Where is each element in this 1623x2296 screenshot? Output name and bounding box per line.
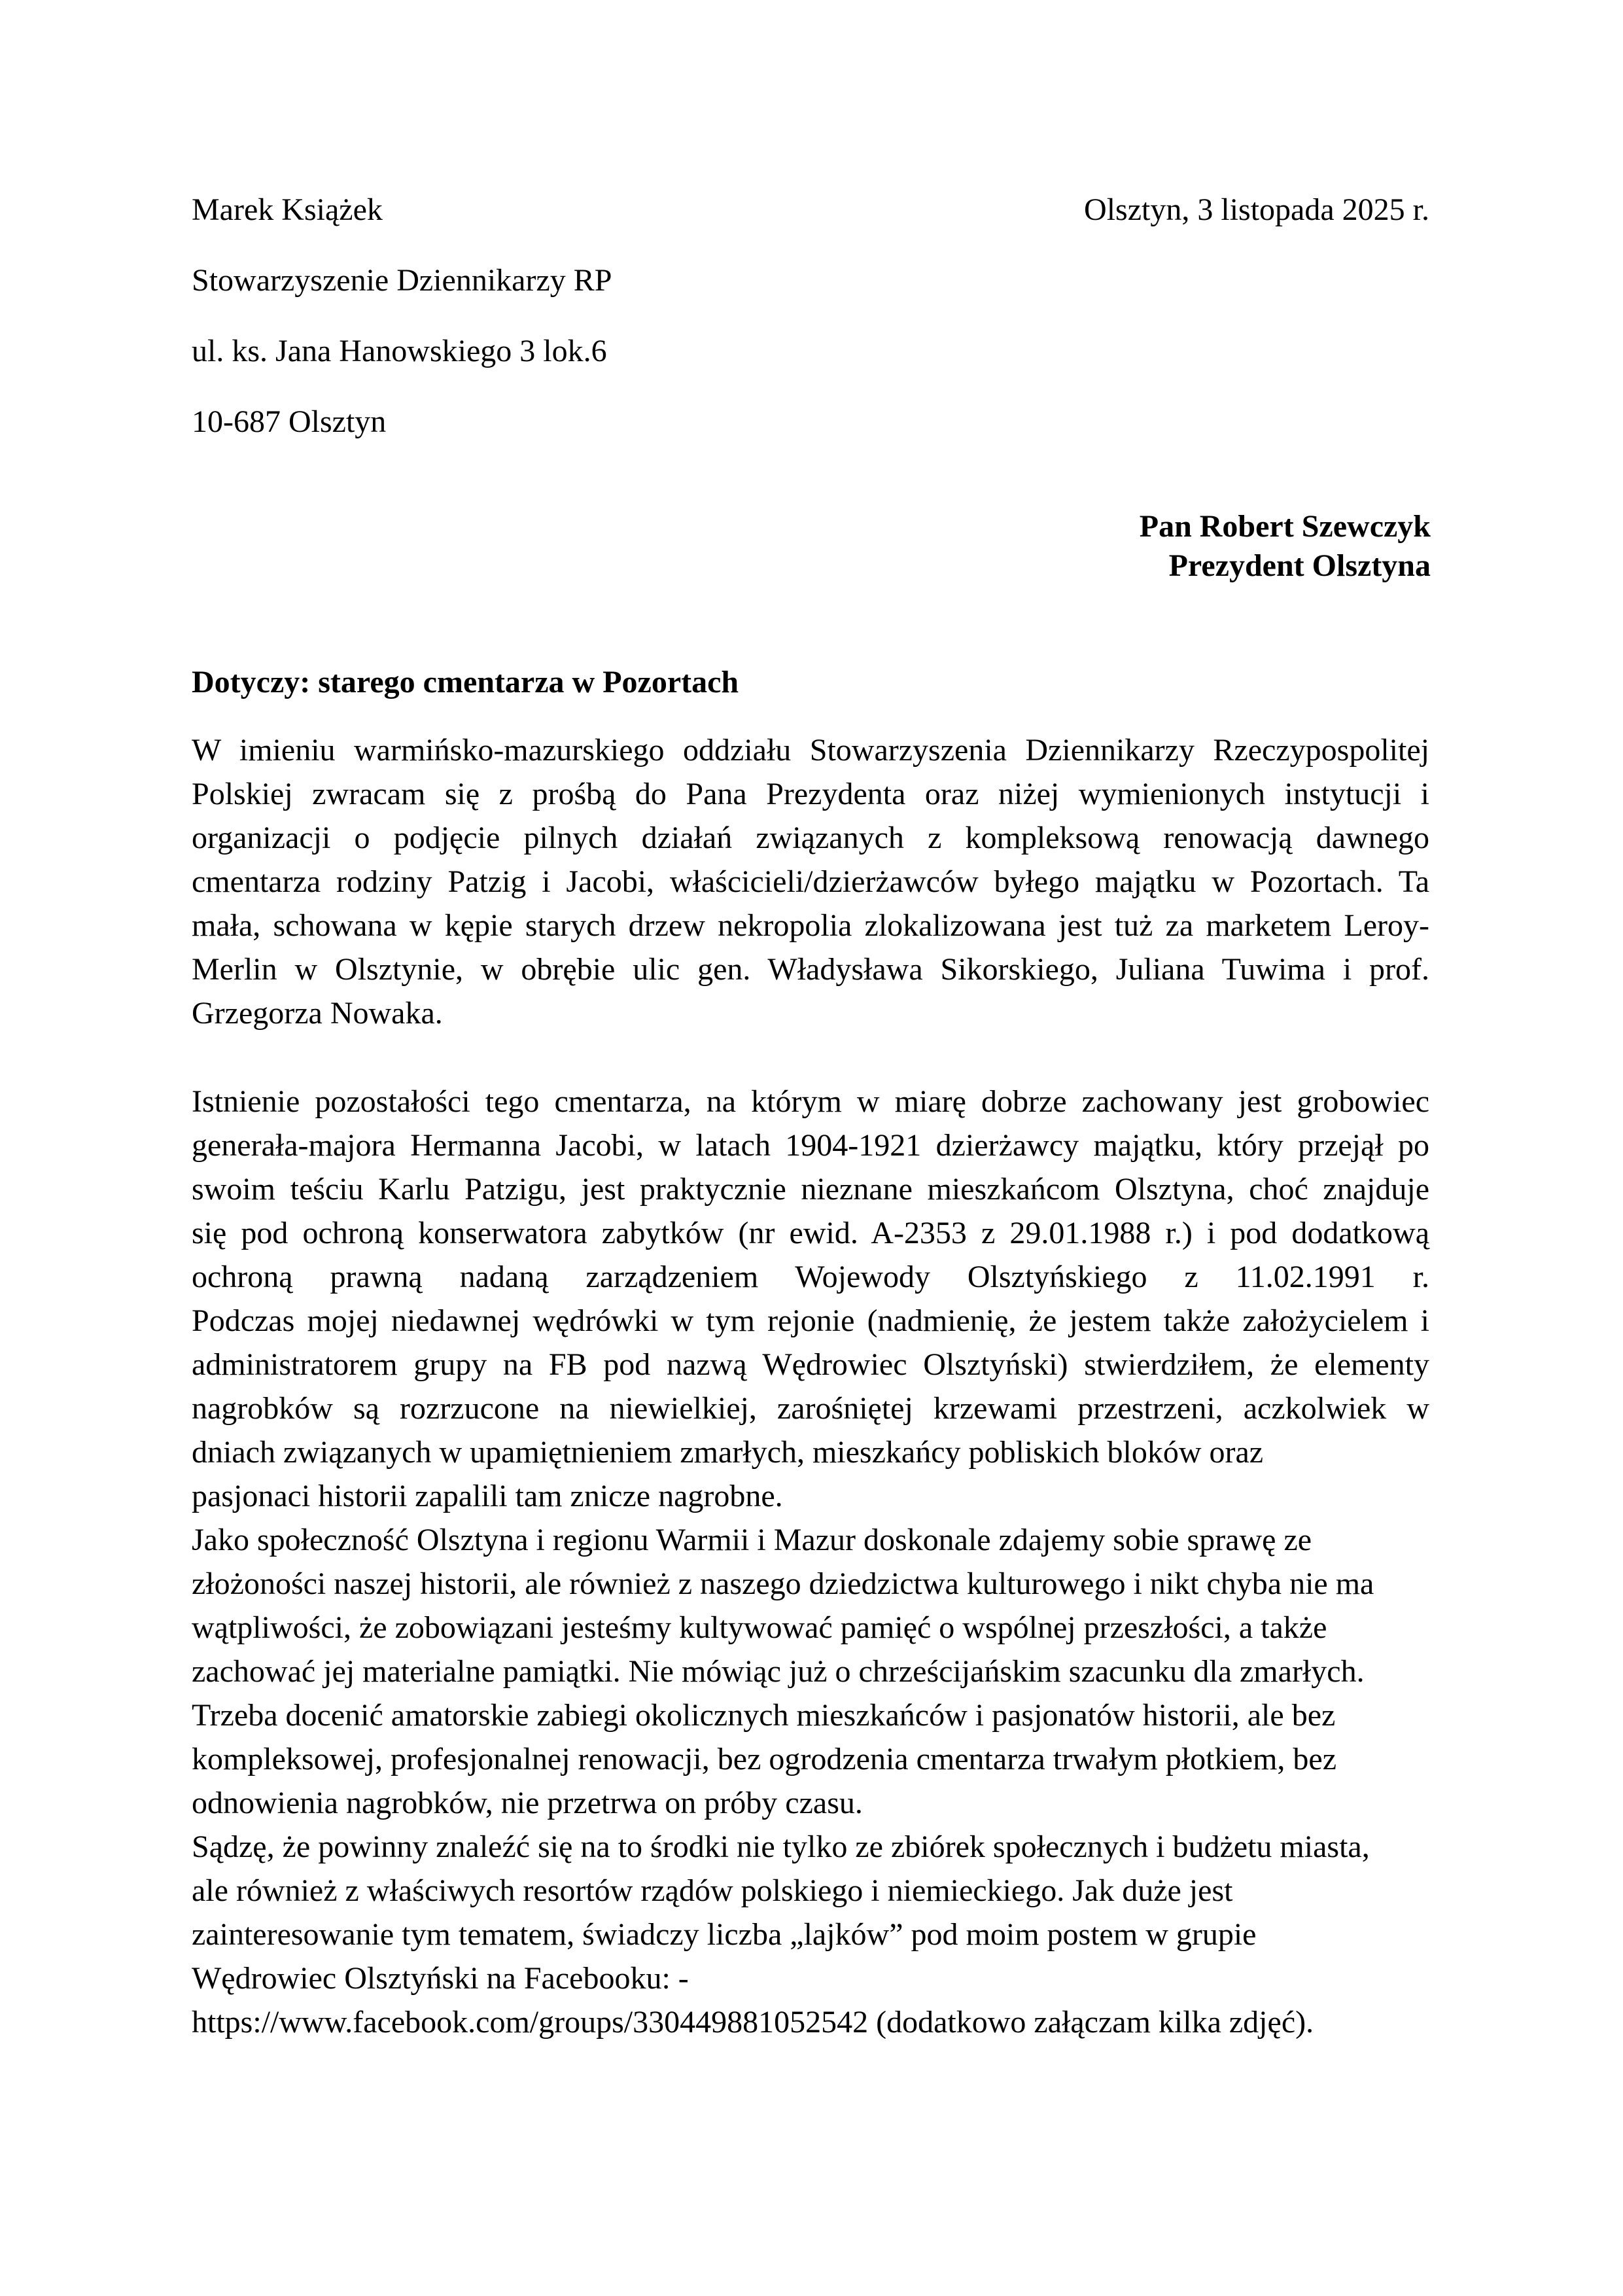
paragraph-3 <box>192 1518 1429 1825</box>
text-line: mała, schowana w kępie starych drzew nekropolia zlokalizowana jest tuż za marketem Leroy- <box>192 908 1429 943</box>
text-line: Podczas mojej niedawnej wędrówki w tym rejonie (nadmienię, że jestem także założycielem i <box>192 1303 1429 1338</box>
text-line: zainteresowanie tym tematem, świadczy liczba „lajków” pod moim postem w grupie <box>192 1917 1257 1952</box>
subject-line: Dotyczy: starego cmentarza w Pozortach <box>192 665 739 699</box>
text-line: cmentarza rodziny Patzig i Jacobi, właścicieli/dzierżawców byłego majątku w Pozortach. Ta <box>192 864 1429 899</box>
facebook-group-link[interactable]: https://www.facebook.com/groups/330449881052542 <box>192 2005 869 2040</box>
recipient-name: Pan Robert Szewczyk <box>1139 509 1431 544</box>
text-line: pasjonaci historii zapalili tam znicze nagrobne. <box>192 1479 783 1513</box>
text-line: zachować jej materialne pamiątki. Nie mówiąc już o chrześcijańskim szacunku dla zmarłych. <box>192 1654 1365 1689</box>
text-line: Grzegorza Nowaka. <box>192 996 443 1031</box>
text-line: Sądzę, że powinny znaleźć się na to środki nie tylko ze zbiórek społecznych i budżetu miasta, <box>192 1829 1370 1864</box>
text-line: swoim teściu Karlu Patzigu, jest praktycznie nieznane mieszkańcom Olsztyna, choć znajduje <box>192 1172 1429 1207</box>
sender-city: 10-687 Olsztyn <box>192 404 387 439</box>
text-line: dniach związanych w upamiętnieniem zmarłych, mieszkańcy pobliskich bloków oraz <box>192 1435 1264 1470</box>
paragraph-2 <box>192 1080 1429 1518</box>
text-line: ale również z właściwych resortów rządów polskiego i niemieckiego. Jak duże jest <box>192 1873 1233 1908</box>
sender-name: Marek Książek <box>192 192 383 227</box>
recipient-title: Prezydent Olsztyna <box>1168 548 1431 583</box>
text-line: kompleksowej, profesjonalnej renowacji, bez ogrodzenia cmentarza trwałym płotkiem, bez <box>192 1742 1337 1776</box>
text-line: organizacji o podjęcie pilnych działań związanych z kompleksową renowacją dawnego <box>192 821 1429 855</box>
text-line: wątpliwości, że zobowiązani jesteśmy kultywować pamięć o wspólnej przeszłości, a także <box>192 1610 1327 1645</box>
sender-organization: Stowarzyszenie Dziennikarzy RP <box>192 263 612 298</box>
attachment-note: (dodatkowo załączam kilka zdjęć). <box>868 2005 1314 2040</box>
text-line: nagrobków są rozrzucone na niewielkiej, zarośniętej krzewami przestrzeni, aczkolwiek w <box>192 1391 1429 1426</box>
text-line: Wędrowiec Olsztyński na Facebooku: - <box>192 1961 689 1996</box>
text-line: Polskiej zwracam się z prośbą do Pana Prezydenta oraz niżej wymienionych instytucji i <box>192 777 1429 811</box>
place-date: Olsztyn, 3 listopada 2025 r. <box>1084 192 1429 227</box>
text-line: Trzeba docenić amatorskie zabiegi okolicznych mieszkańców i pasjonatów historii, ale bez <box>192 1698 1336 1733</box>
text-line: odnowienia nagrobków, nie przetrwa on próby czasu. <box>192 1786 863 1820</box>
text-line: administratorem grupy na FB pod nazwą Wędrowiec Olsztyński) stwierdziłem, że elementy <box>192 1347 1429 1382</box>
text-line: Merlin w Olsztynie, w obrębie ulic gen. Władysława Sikorskiego, Juliana Tuwima i prof. <box>192 952 1429 987</box>
text-line: ochroną prawną nadaną zarządzeniem Wojewody Olsztyńskiego z 11.02.1991 r. <box>192 1260 1429 1294</box>
text-line <box>192 2000 1429 2044</box>
paragraph-1 <box>192 728 1429 1035</box>
paragraph-4 <box>192 1825 1429 2044</box>
text-line: generała-majora Hermanna Jacobi, w latach 1904-1921 dzierżawcy majątku, który przejął po <box>192 1128 1429 1163</box>
sender-street: ul. ks. Jana Hanowskiego 3 lok.6 <box>192 334 607 368</box>
text-line: W imieniu warmińsko-mazurskiego oddziału Stowarzyszenia Dziennikarzy Rzeczypospolitej <box>192 733 1429 768</box>
text-line: złożoności naszej historii, ale również z naszego dziedzictwa kulturowego i nikt chyba nie ma <box>192 1566 1374 1601</box>
text-line: Istnienie pozostałości tego cmentarza, na którym w miarę dobrze zachowany jest grobowiec <box>192 1084 1429 1119</box>
text-line: się pod ochroną konserwatora zabytków (nr ewid. A-2353 z 29.01.1988 r.) i pod dodatkową <box>192 1216 1429 1250</box>
text-line: Jako społeczność Olsztyna i regionu Warmii i Mazur doskonale zdajemy sobie sprawę ze <box>192 1523 1312 1557</box>
